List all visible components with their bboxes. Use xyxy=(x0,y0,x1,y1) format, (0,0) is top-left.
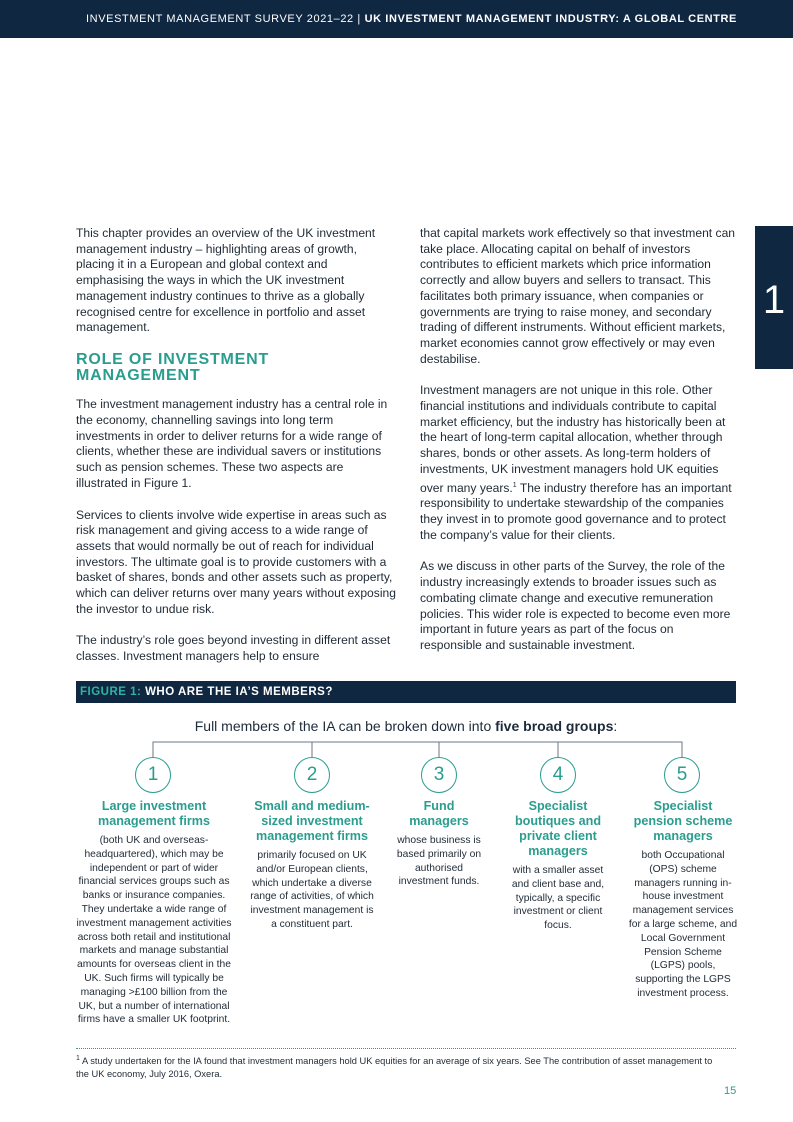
group-number-circle: 2 xyxy=(294,757,330,793)
group-title: Fund managers xyxy=(409,799,469,828)
header-survey: INVESTMENT MANAGEMENT SURVEY 2021–22 xyxy=(86,13,354,25)
group-description: (both UK and overseas-headquartered), which may be independent or part of wider financial services groups such as banks or insurance companies. They undertake a wide range of investment management activities across both retail and institutional markets and manage substantial amounts for overseas client in the UK. Such firms will typically be managing >£100 billion from the UK, but a number of international firms have a smaller UK footprint. xyxy=(76,835,232,1026)
member-group xyxy=(505,799,611,933)
member-group xyxy=(393,799,485,889)
group-title: Small and medium-sized investment management firms xyxy=(254,799,370,843)
group-description: with a smaller asset and client base and, typically, a specific investment or client focus. xyxy=(511,865,605,932)
paragraph-text: Investment managers are not unique in this role. Other financial institutions and individuals contribute to capital market efficiency, but the industry has historically been at the heart of long-term capital allocation, whether through shares, bonds or other assets. As long-term holders of investments, UK investment managers hold UK equities over many years. xyxy=(420,383,726,495)
figure-intro-bold: five broad groups xyxy=(495,718,614,734)
footnote xyxy=(76,1053,726,1080)
group-title: Specialist boutiques and private client managers xyxy=(514,799,602,858)
figure-title: WHO ARE THE IA’S MEMBERS? xyxy=(145,686,333,698)
footnote-text: A study undertaken for the IA found that investment managers hold UK equities for an average of six years. See The contribution of asset management to the UK economy, July 2016, Oxera. xyxy=(76,1056,713,1079)
group-description: primarily focused on UK and/or European clients, which undertake a diverse range of activities, of which investment management is a constituent part. xyxy=(250,850,374,930)
group-description: whose business is based primarily on authorised investment funds. xyxy=(396,835,482,888)
group-number-circle: 5 xyxy=(664,757,700,793)
page-number: 15 xyxy=(724,1085,737,1097)
figure-intro-text: Full members of the IA can be broken down into xyxy=(194,718,496,734)
body-paragraph: Services to clients involve wide expertise in areas such as risk management and giving access to a wide range of assets that would normally be out of reach for individual investors. The ultimate goal is to provide customers with a basket of shares, bonds and other assets such as property, which can deliver returns over many years without exposing the investor to undue risk. xyxy=(76,507,396,616)
footnote-reference[interactable]: 1 xyxy=(512,481,517,489)
header-chapter-title: UK INVESTMENT MANAGEMENT INDUSTRY: A GLOBAL CENTRE xyxy=(364,13,737,25)
member-group xyxy=(74,799,234,1027)
member-group xyxy=(628,799,738,1001)
group-number-circle: 4 xyxy=(540,757,576,793)
group-title: Large investment management firms xyxy=(98,799,210,828)
body-paragraph: The industry’s role goes beyond investing in different asset classes. Investment managers help to ensure xyxy=(76,633,391,664)
section-heading: ROLE OF INVESTMENT MANAGEMENT xyxy=(76,350,270,384)
header-separator: | xyxy=(353,13,365,25)
footnote-marker: 1 xyxy=(76,1055,80,1062)
group-title: Specialist pension scheme managers xyxy=(633,799,733,843)
paragraph-text: The industry therefore has an important responsibility to undertake stewardship of the companies they invest in to promote good governance and to protect the company’s value for their clients. xyxy=(420,480,732,542)
group-number-circle: 1 xyxy=(135,757,171,793)
figure-intro-colon: : xyxy=(613,718,618,734)
group-description: both Occupational (OPS) scheme managers running in-house investment management services for a large scheme, and Local Government Pension Scheme (LGPS) pools, supporting the LGPS investment process. xyxy=(628,850,738,999)
chapter-number: 1 xyxy=(762,278,786,322)
body-paragraph: that capital markets work effectively so that investment can take place. Allocating capital on behalf of investors contributes to efficient markets which price information correctly and allow buyers and sellers to transact. This facilitates both primary issuance, when companies or governments are trying to raise money, and secondary trading of different instruments. Without efficient markets, market economies cannot grow effectively or may even destabilise. xyxy=(420,226,736,366)
group-number-circle: 3 xyxy=(421,757,457,793)
intro-paragraph: This chapter provides an overview of the UK investment management industry – highlighting areas of growth, placing it in a European and global context and emphasising the ways in which the UK investment management industry continues to thrive as a globally recognised centre for excellence in portfolio and asset management. xyxy=(76,226,376,335)
figure-number: FIGURE 1: xyxy=(80,686,142,698)
footnote-divider xyxy=(76,1048,736,1049)
member-group xyxy=(250,799,374,932)
body-paragraph: As we discuss in other parts of the Survey, the role of the industry increasingly extends to broader issues such as combating climate change and executive remuneration policies. This wider role is expected to become even more important in future years as part of the focus on responsible and sustainable investment. xyxy=(420,559,731,652)
body-paragraph: The investment management industry has a central role in the economy, channelling savings into long term investments in order to deliver returns for a wide range of clients, whether these are individual savers or institutions such as pension schemes. These two aspects are illustrated in Figure 1. xyxy=(76,397,388,490)
